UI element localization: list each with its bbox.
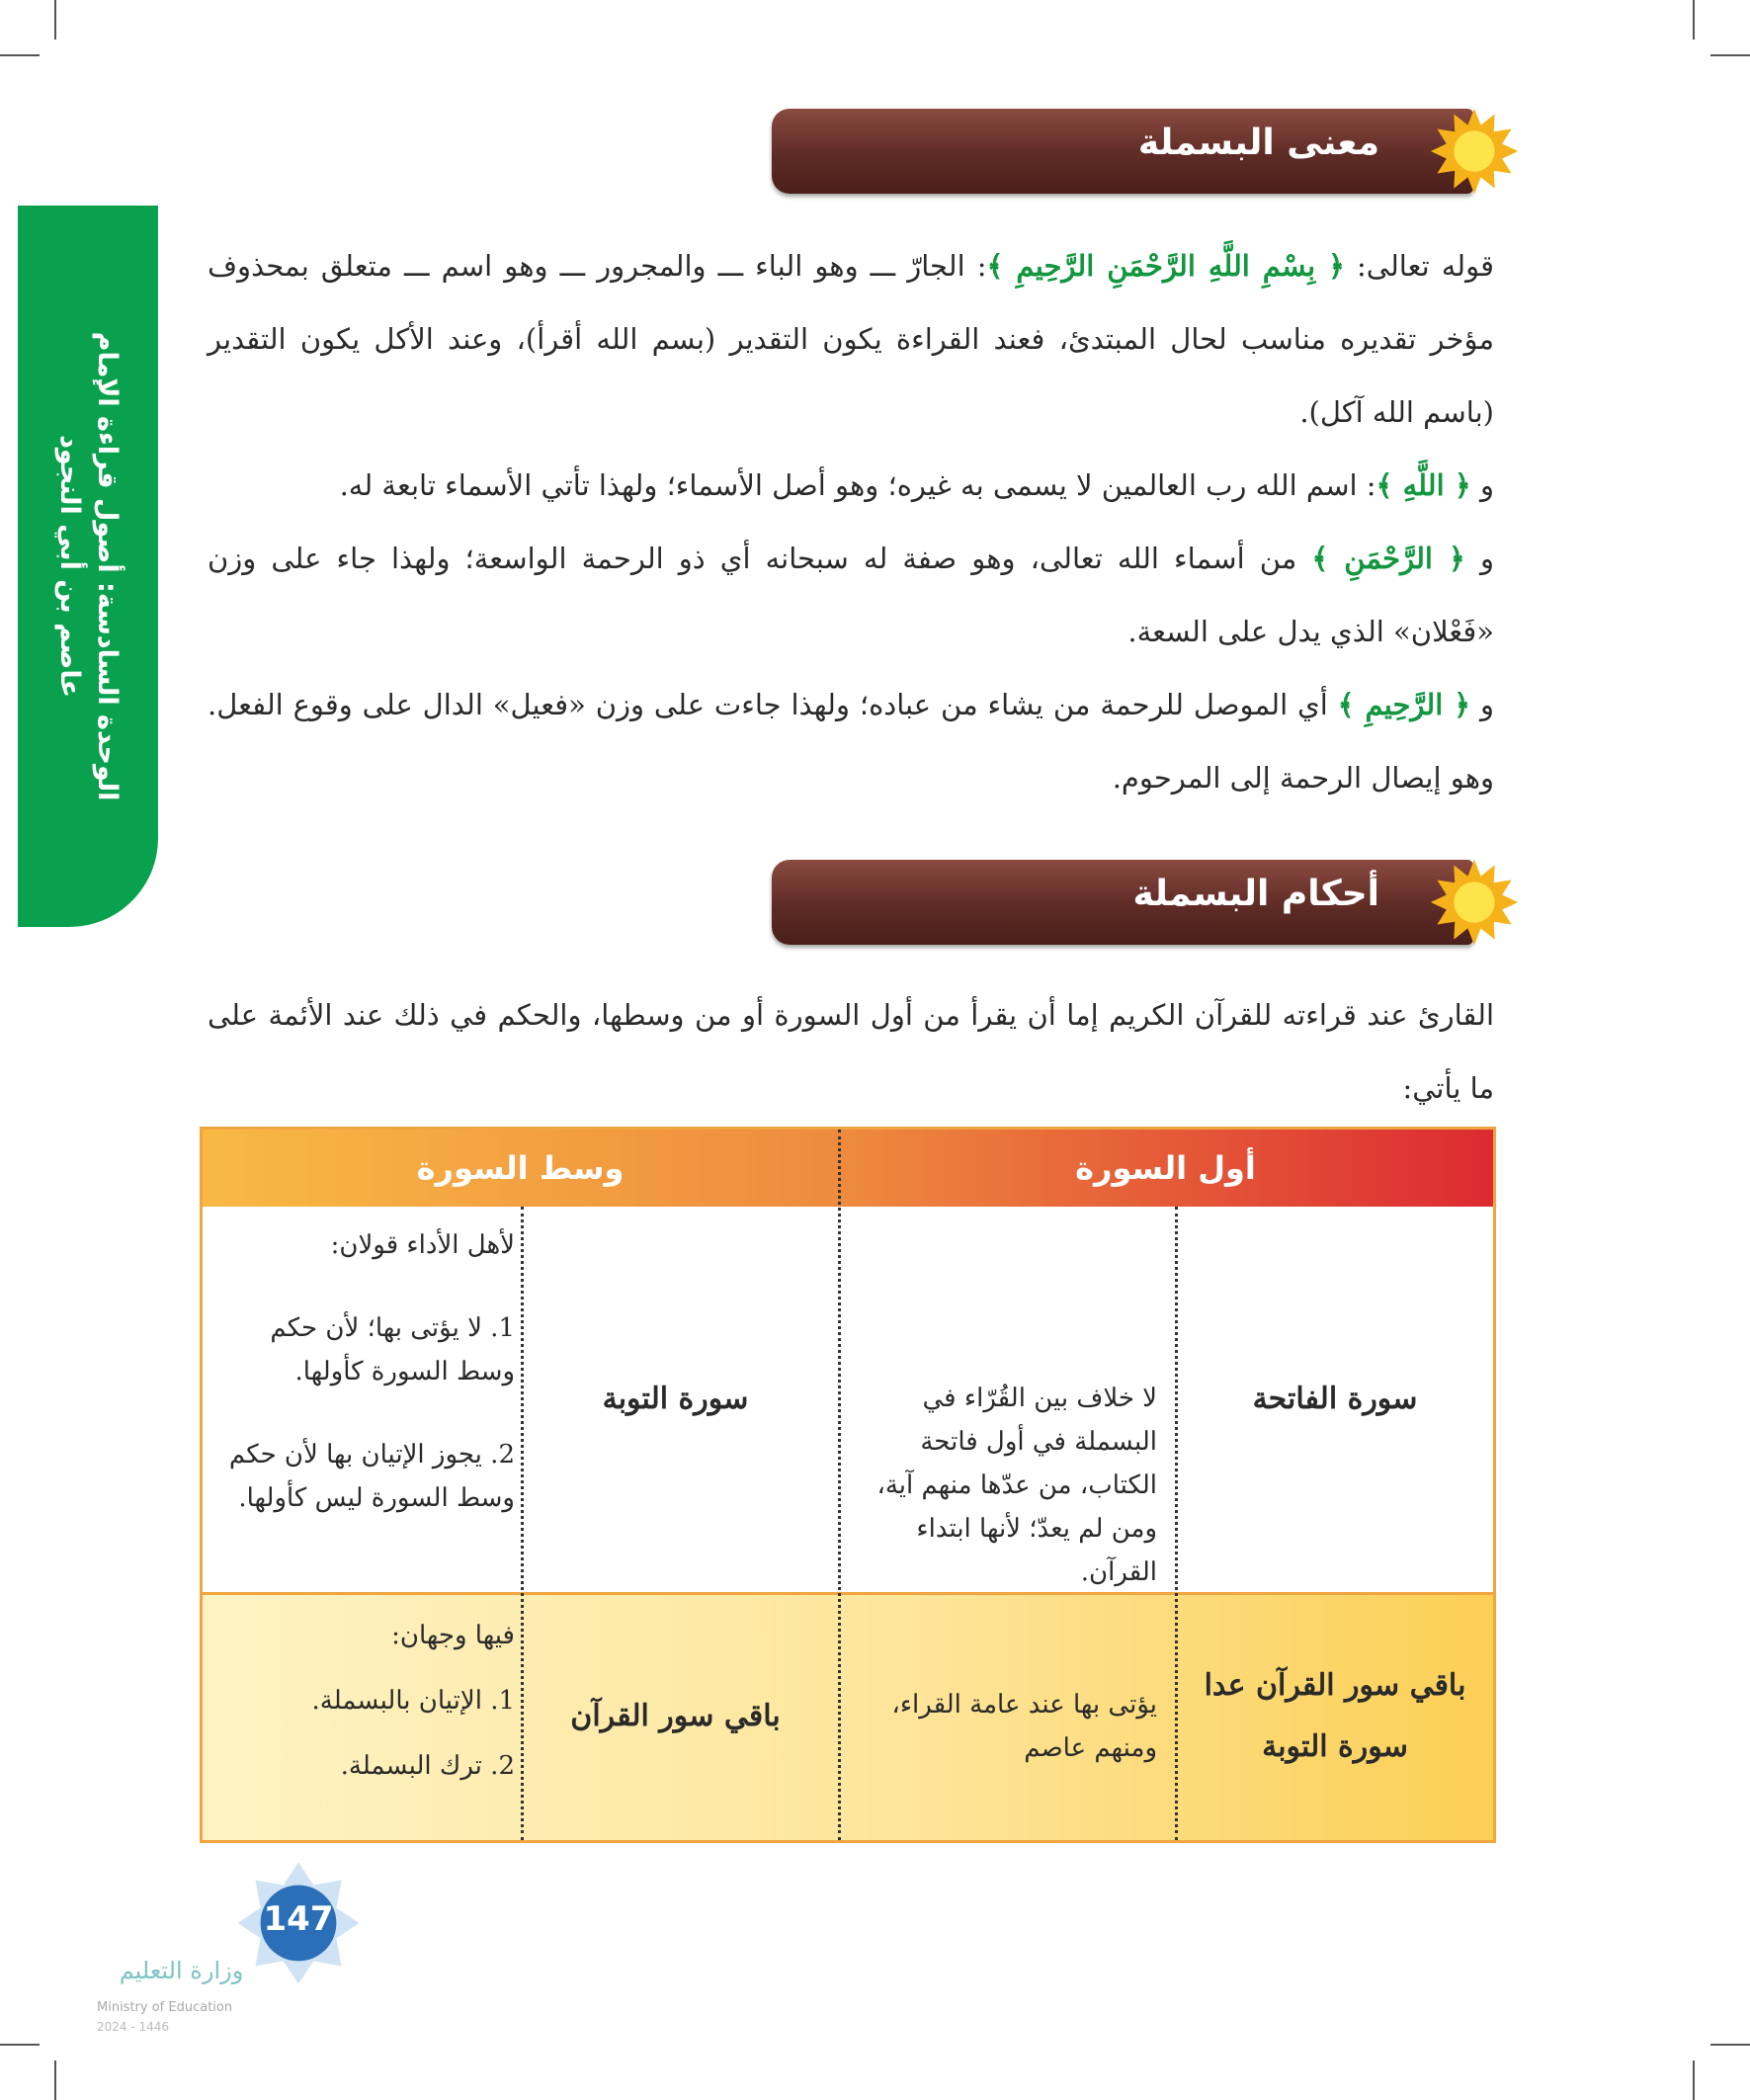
ministry-logo-text: وزارة التعليم (119, 1957, 244, 1984)
rule-item: 2. ترك البسملة. (340, 1751, 515, 1781)
section-title: معنى البسملة (1137, 123, 1379, 163)
header-middle-of-surah: وسط السورة (416, 1149, 625, 1187)
crop-mark (1693, 2060, 1695, 2100)
text: أي الموصل للرحمة من يشاء من عباده؛ ولهذا جاءت على وزن «فعيل» الدال على وقوع الفعل. وهو إيصال الرحمة إلى المرحوم. (208, 688, 1494, 795)
rule-intro: لأهل الأداء قولان: (330, 1230, 515, 1260)
crop-mark (1710, 54, 1750, 56)
paragraph-basmala (208, 229, 1494, 449)
page-number: 147 (263, 1899, 334, 1939)
unit-side-tab (18, 206, 158, 927)
quran-word: ﴿ الرَّحْمَنِ ﴾ (1311, 542, 1465, 575)
column-divider (838, 1130, 841, 1840)
unit-title-line-2: عاصم بن أبي النجود (54, 435, 85, 698)
quran-word: ﴿ اللَّهِ ﴾ (1375, 468, 1471, 502)
cell-surah: باقي سور القرآن عدا سورة التوبة (1204, 1667, 1466, 1764)
text: : الجارّ ـــ وهو الباء ـــ والمجرور ـــ وهو اسم ـــ متعلق بمحذوف مؤخر تقديره مناسب لحال المبتدئ، فعند القراءة يكون التقدير (بسم الله أقرأ)، وعند الأكل يكون التقدير (باسم الله آكل). (208, 249, 1494, 429)
rule-item: 1. لا يؤتى بها؛ لأن حكم وسط السورة كأولها. (270, 1313, 515, 1386)
text: و (1470, 688, 1494, 721)
cell-rule: يؤتى بها عند عامة القراء، ومنهم عاصم (891, 1690, 1157, 1763)
edition-year: 2024 - 1446 (97, 2020, 170, 2034)
crop-mark (1710, 2044, 1750, 2046)
text: من أسماء الله تعالى، وهو صفة له سبحانه أي ذو الرحمة الواسعة؛ ولهذا جاء على وزن «فَعْلان» الذي يدل على السعة. (208, 542, 1494, 648)
section-meaning-body (208, 229, 1494, 814)
cell-surah: سورة التوبة (602, 1382, 749, 1416)
rule-item: 2. يجوز الإتيان بها لأن حكم وسط السورة ليس كأولها. (228, 1440, 515, 1513)
crop-mark (0, 2044, 40, 2046)
crop-mark (1693, 0, 1695, 40)
sun-icon (1428, 105, 1521, 198)
paragraph-raheem (208, 668, 1494, 814)
section-title: أحكام البسملة (1132, 874, 1379, 914)
intro-text: القارئ عند قراءته للقرآن الكريم إما أن يقرأ من أول السورة أو من وسطها، والحكم في ذلك عند الأئمة على ما يأتي: (208, 998, 1494, 1105)
sun-icon (1428, 856, 1521, 949)
rulings-table (200, 1127, 1496, 1843)
text: و (1470, 468, 1494, 502)
cell-rule: لا خلاف بين القُرّاء في البسملة في أول فاتحة الكتاب، من عدّها منهم آية، ومن لم يعدّ؛ لأنها ابتداء القرآن. (876, 1384, 1157, 1587)
text: قوله تعالى: (1344, 249, 1494, 283)
rule-item: 1. الإتيان بالبسملة. (311, 1686, 515, 1716)
section-rulings-intro (208, 978, 1494, 1125)
section-header-meaning (772, 109, 1503, 194)
rule-intro: فيها وجهان: (391, 1621, 515, 1650)
cell-rule (213, 1223, 515, 1542)
unit-title-line-1: الوحدة السادسة: أصول قراءة الإمام (92, 331, 123, 801)
ministry-english: Ministry of Education (97, 2000, 233, 2015)
text: : اسم الله رب العالمين لا يسمى به غيره؛ وهو أصل الأسماء؛ ولهذا تأتي الأسماء تابعة له. (339, 468, 1376, 502)
cell-rule (213, 1614, 515, 1809)
table-header (203, 1130, 1493, 1207)
text: و (1464, 542, 1494, 575)
cell-surah: باقي سور القرآن (570, 1698, 781, 1733)
quran-word: ﴿ الرَّحِيمِ ﴾ (1337, 688, 1471, 721)
section-header-rulings (772, 860, 1503, 945)
crop-mark (54, 0, 56, 40)
crop-mark (54, 2060, 56, 2100)
quran-verse: ﴿ بِسْمِ اللَّهِ الرَّحْمَنِ الرَّحِيمِ ﴾ (986, 249, 1345, 283)
header-start-of-surah: أول السورة (1075, 1149, 1256, 1187)
cell-surah: سورة الفاتحة (1252, 1382, 1418, 1416)
unit-title (50, 220, 125, 912)
paragraph-allah (208, 449, 1494, 522)
paragraph-rahman (208, 522, 1494, 668)
crop-mark (0, 54, 40, 56)
